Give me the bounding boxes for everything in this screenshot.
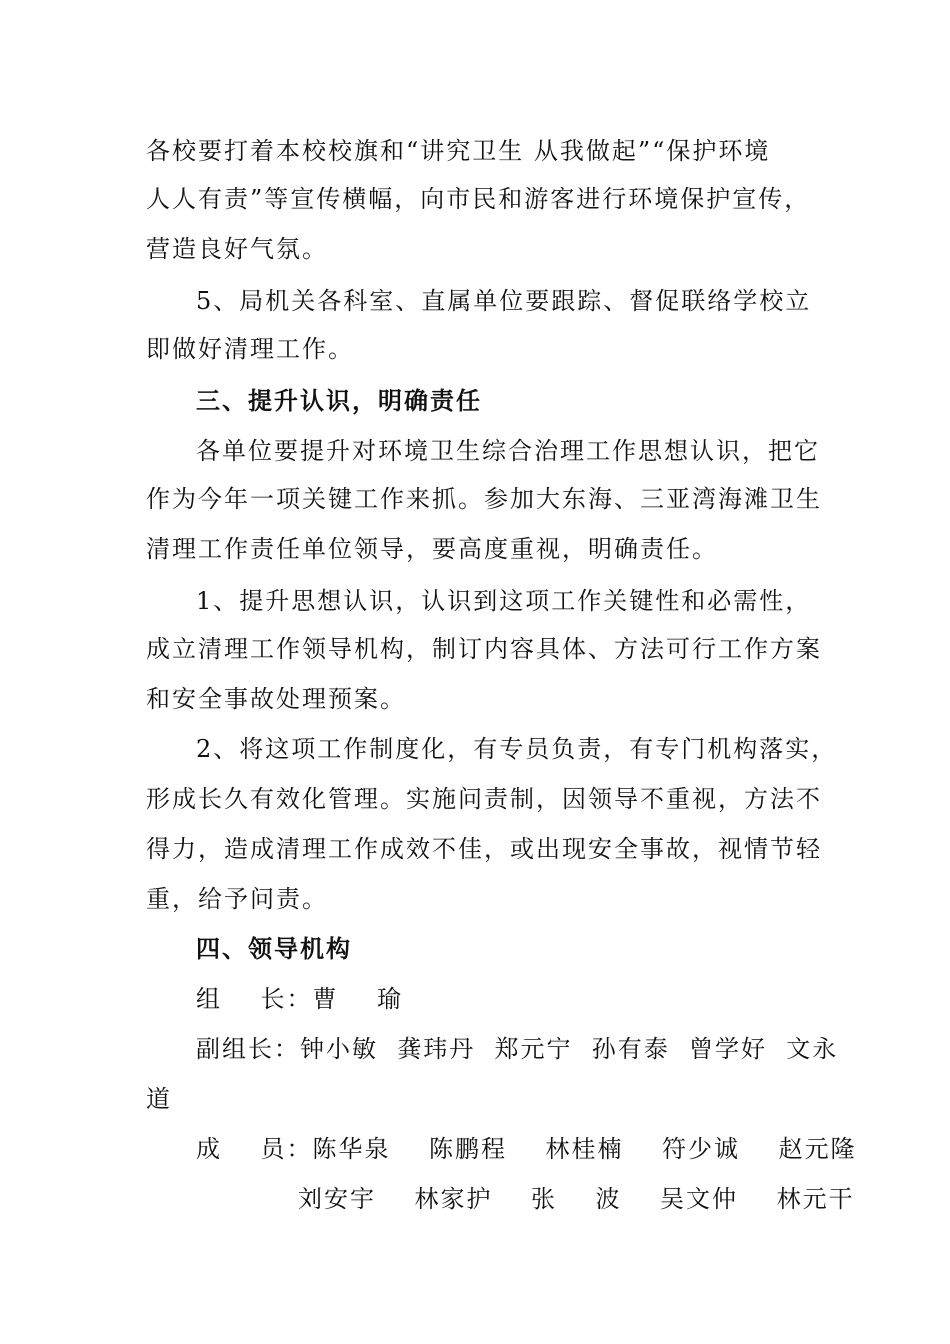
paragraph-line: 各校要打着本校校旗和“讲究卫生 从我做起”“保护环境: [146, 137, 771, 165]
section-heading-3: 三、提升认识，明确责任: [196, 386, 482, 415]
paragraph-line: 1、提升思想认识，认识到这项工作关键性和必需性，: [196, 587, 812, 615]
deputy-leaders-line: 道: [146, 1085, 172, 1113]
paragraph-line: 得力，造成清理工作成效不佳，或出现安全事故，视情节轻: [146, 835, 822, 863]
leader-line: 组 长：曹 瑜: [196, 985, 404, 1013]
paragraph-line: 2、将这项工作制度化，有专员负责，有专门机构落实，: [196, 735, 838, 763]
paragraph-line: 各单位要提升对环境卫生综合治理工作思想认识，把它: [196, 437, 820, 465]
members-line: 刘安宇 林家护 张 波 吴文仲 林元干: [298, 1185, 855, 1213]
paragraph-line: 清理工作责任单位领导，要高度重视，明确责任。: [146, 535, 718, 563]
deputy-leaders-line: 副组长：钟小敏 龚玮丹 郑元宁 孙有泰 曾学好 文永: [196, 1035, 839, 1063]
paragraph-line: 即做好清理工作。: [146, 335, 354, 363]
members-line: 成 员：陈华泉 陈鹏程 林桂楠 符少诚 赵元隆: [196, 1135, 857, 1163]
paragraph-line: 形成长久有效化管理。实施问责制，因领导不重视，方法不: [146, 785, 822, 813]
paragraph-line: 作为今年一项关键工作来抓。参加大东海、三亚湾海滩卫生: [146, 485, 822, 513]
paragraph-line: 和安全事故处理预案。: [146, 685, 406, 713]
paragraph-line: 重，给予问责。: [146, 885, 328, 913]
paragraph-line: 5、局机关各科室、直属单位要跟踪、督促联络学校立: [196, 287, 812, 315]
paragraph-line: 营造良好气氛。: [146, 235, 328, 263]
paragraph-line: 成立清理工作领导机构，制订内容具体、方法可行工作方案: [146, 635, 822, 663]
paragraph-line: 人人有责”等宣传横幅，向市民和游客进行环境保护宣传，: [146, 185, 811, 213]
section-heading-4: 四、领导机构: [196, 934, 352, 963]
